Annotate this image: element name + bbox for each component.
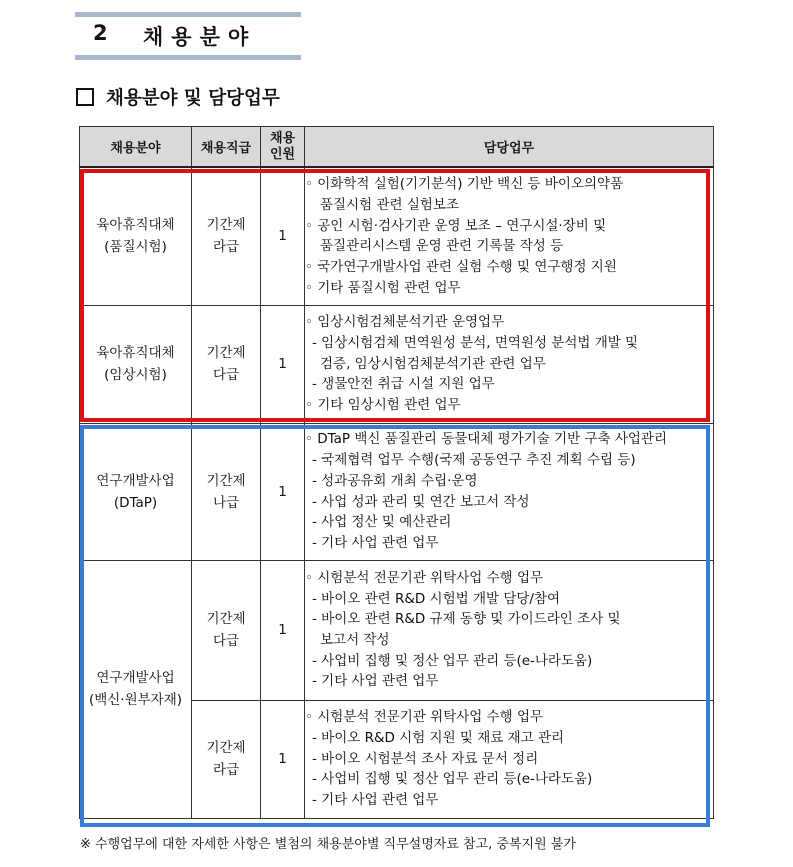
square-bullet-icon xyxy=(76,88,94,106)
duty-line: - 바이오 시험분석 조사 자료 문서 정리 xyxy=(312,750,539,767)
grade-line2: 다급 xyxy=(212,633,240,649)
duty-line: ◦ 기타 임상시험 관련 업무 xyxy=(305,397,461,414)
field-line2: (임상시험) xyxy=(104,367,167,383)
duty-line: - 성과공유회 개최 수립·운영 xyxy=(312,472,478,489)
header-count-line1: 채용 xyxy=(269,130,296,146)
table-row xyxy=(80,560,714,700)
grade-line2: 다급 xyxy=(212,367,240,383)
header-grade: 채용직급 xyxy=(192,127,261,168)
field-cell xyxy=(80,305,192,423)
duty-line: 품질시험 관련 실험보조 xyxy=(320,196,459,213)
count-cell: 1 xyxy=(261,423,305,560)
duty-line: - 사업비 집행 및 정산 업무 관리 등(e-나라도움) xyxy=(312,771,593,788)
grade-cell xyxy=(192,305,261,423)
field-line1: 연구개발사업 xyxy=(96,472,175,489)
duty-line: ◦ 국가연구개발사업 관련 실험 수행 및 연구행정 지원 xyxy=(305,258,617,275)
table-row xyxy=(80,167,714,305)
duty-line: ◦ 시험분석 전문기관 위탁사업 수행 업무 xyxy=(305,569,544,586)
duty-line: - 기타 사업 관련 업무 xyxy=(312,673,439,690)
table-row xyxy=(80,423,714,560)
duty-line: ◦ 임상시험검체분석기관 운영업무 xyxy=(305,314,505,331)
grade-line1: 기간제 xyxy=(206,611,246,627)
header-duties: 담당업무 xyxy=(305,127,714,168)
grade-line2: 나급 xyxy=(212,494,240,511)
table-row xyxy=(80,305,714,423)
field-cell xyxy=(80,560,192,818)
duty-line: ◦ DTaP 백신 품질관리 동물대체 평가기술 기반 구축 사업관리 xyxy=(305,431,668,448)
duties-cell xyxy=(305,560,714,700)
duty-line: - 국제협력 업무 수행(국제 공동연구 추진 계획 수립 등) xyxy=(312,452,636,469)
grade-line1: 기간제 xyxy=(206,345,246,361)
header-field: 채용분야 xyxy=(80,127,192,168)
grade-cell xyxy=(192,167,261,305)
duties-cell xyxy=(305,167,714,305)
duty-line: ◦ 이화학적 실험(기기분석) 기반 백신 등 바이오의약품 xyxy=(305,176,624,193)
section-header-top-rule xyxy=(75,12,301,17)
duties-cell xyxy=(305,700,714,818)
subheading-text: 채용분야 및 담당업무 xyxy=(106,88,280,109)
duty-line: - 기타 사업 관련 업무 xyxy=(312,534,439,551)
section-number: 2 xyxy=(93,21,108,45)
duty-line: 품질관리시스템 운영 관련 기록물 작성 등 xyxy=(320,238,564,255)
grade-line2: 라급 xyxy=(212,762,240,778)
header-count xyxy=(261,127,305,168)
grade-cell xyxy=(192,700,261,818)
grade-cell xyxy=(192,423,261,560)
footnote: ※ 수행업무에 대한 자세한 사항은 별첨의 채용분야별 직무설명자료 참고, 중복지원 불가 xyxy=(80,837,576,852)
grade-line1: 기간제 xyxy=(206,217,246,234)
duty-line: ◦ 기타 품질시험 관련 업무 xyxy=(305,279,461,296)
duties-cell xyxy=(305,305,714,423)
header-count-line2: 인원 xyxy=(269,146,296,162)
field-cell xyxy=(80,423,192,560)
duty-line: 검증, 임상시험검체분석기관 관련 업무 xyxy=(320,355,546,372)
duties-cell xyxy=(305,423,714,560)
section-title: 채용분야 xyxy=(143,25,257,49)
subheading xyxy=(76,84,280,110)
duty-line: - 사업 성과 관리 및 연간 보고서 작성 xyxy=(312,493,530,510)
grade-line1: 기간제 xyxy=(206,740,246,756)
field-cell xyxy=(80,167,192,305)
duty-line: - 사업비 집행 및 정산 업무 관리 등(e-나라도움) xyxy=(312,652,593,669)
duty-line: - 바이오 관련 R&D 시험법 개발 담당/참여 xyxy=(312,590,561,607)
section-header-bottom-rule xyxy=(75,55,301,60)
duty-line: ◦ 공인 시험·검사기관 운영 보조 – 연구시설·장비 및 xyxy=(305,217,607,234)
field-line2: (품질시험) xyxy=(104,239,167,256)
duty-line: - 기타 사업 관련 업무 xyxy=(312,792,439,809)
count-cell: 1 xyxy=(261,700,305,818)
count-cell: 1 xyxy=(261,305,305,423)
duty-line: 보고서 작성 xyxy=(320,632,390,648)
field-line1: 육아휴직대체 xyxy=(96,345,175,361)
field-line1: 연구개발사업 xyxy=(96,670,175,686)
section-header xyxy=(75,12,301,60)
duty-line: - 임상시험검체 면역원성 분석, 면역원성 분석법 개발 및 xyxy=(312,334,639,351)
grade-cell xyxy=(192,560,261,700)
grade-line2: 라급 xyxy=(212,239,240,256)
duty-line: ◦ 시험분석 전문기관 위탁사업 수행 업무 xyxy=(305,709,544,726)
field-line2: (백신·원부자재) xyxy=(88,692,183,708)
count-cell: 1 xyxy=(261,167,305,305)
duty-line: - 사업 정산 및 예산관리 xyxy=(312,514,452,531)
grade-line1: 기간제 xyxy=(206,472,246,489)
duty-line: - 생물안전 취급 시설 지원 업무 xyxy=(312,376,495,393)
field-line1: 육아휴직대체 xyxy=(96,217,175,234)
recruitment-table xyxy=(79,126,714,819)
duty-line: - 바이오 R&D 시험 지원 및 재료 재고 관리 xyxy=(312,729,565,746)
duty-line: - 바이오 관련 R&D 규제 동향 및 가이드라인 조사 및 xyxy=(312,611,621,628)
count-cell: 1 xyxy=(261,560,305,700)
field-line2: (DTaP) xyxy=(113,494,158,511)
table-header-row xyxy=(80,127,714,168)
